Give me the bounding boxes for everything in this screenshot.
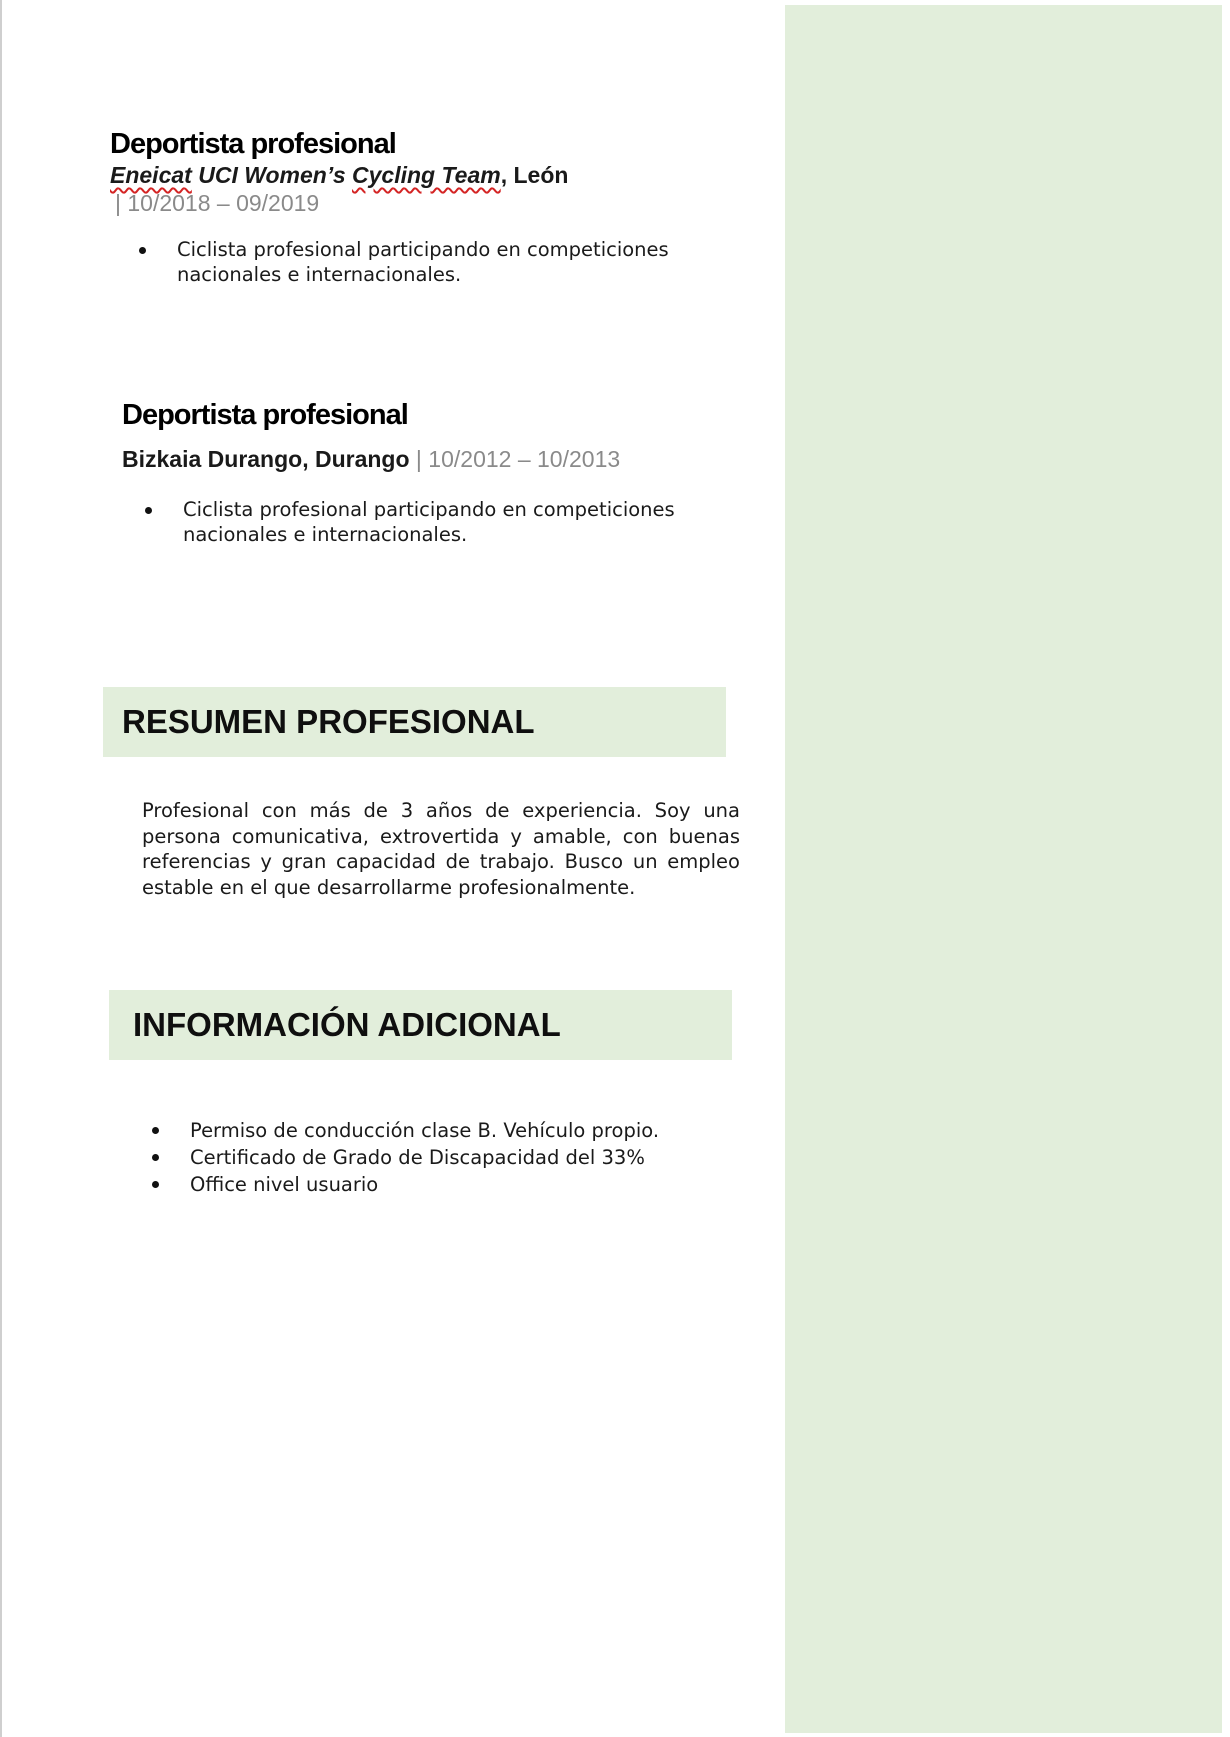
page-left-edge [0, 0, 2, 1737]
job-dates: | 10/2012 – 10/2013 [409, 446, 621, 472]
company-name-part: Cycling Team [352, 162, 501, 188]
job-bullets [177, 237, 717, 287]
bullet-icon [152, 1127, 159, 1134]
section-heading: INFORMACIÓN ADICIONAL [133, 1006, 561, 1043]
bullet-text: Office nivel usuario [190, 1173, 379, 1196]
company-line [122, 445, 762, 473]
bullet-text: Ciclista profesional participando en competiciones nacionales e internacionales. [177, 238, 669, 286]
sidebar-column [785, 5, 1222, 1733]
bullet-icon [152, 1181, 159, 1188]
experience-entry-1 [110, 127, 750, 287]
list-item [190, 1144, 730, 1171]
job-title: Deportista profesional [122, 399, 408, 431]
company-line [110, 161, 750, 189]
additional-section-header [109, 990, 732, 1060]
experience-entry-2 [122, 398, 762, 547]
company-name-part: Eneicat [110, 162, 192, 188]
summary-text: Profesional con más de 3 años de experiencia. Soy una persona comunicativa, extrovertida y amable, con buenas referencias y gran capacidad de trabajo. Busco un empleo estable en el que desarrollarme profesionalmente. [142, 799, 740, 899]
bullet-icon [145, 507, 152, 514]
section-heading: RESUMEN PROFESIONAL [122, 703, 535, 740]
additional-list [190, 1117, 730, 1198]
job-dates: | 10/2018 – 09/2019 [115, 190, 320, 216]
bullet-text: Certificado de Grado de Discapacidad del 33% [190, 1146, 645, 1169]
bullet-icon [152, 1154, 159, 1161]
company-location: , León [500, 162, 569, 188]
bullet-icon [139, 247, 146, 254]
bullet-text: Permiso de conducción clase B. Vehículo propio. [190, 1119, 660, 1142]
bullet-text: Ciclista profesional participando en competiciones nacionales e internacionales. [183, 498, 675, 546]
job-bullets [183, 497, 723, 547]
list-item [190, 1171, 730, 1198]
list-item [177, 237, 717, 287]
summary-section-header [103, 687, 726, 757]
list-item [183, 497, 723, 547]
job-title: Deportista profesional [110, 128, 396, 160]
list-item [190, 1117, 730, 1144]
company-name: Bizkaia Durango, Durango [122, 446, 410, 472]
company-name-part: UCI Women’s [191, 162, 353, 188]
